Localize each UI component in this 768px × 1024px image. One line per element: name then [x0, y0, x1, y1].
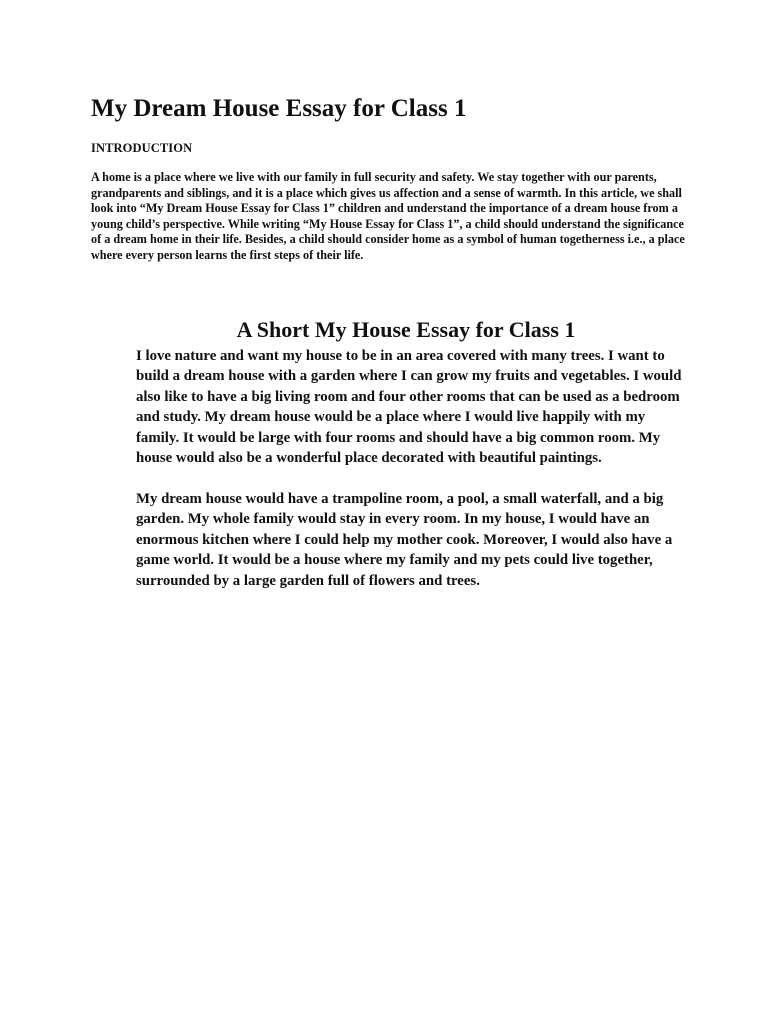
- essay-paragraph-2: My dream house would have a trampoline room, a pool, a small waterfall, and a big garden. My whole family would stay in every room. In my house, I would have an enormous kitchen where I could help my mother cook. Moreover, I would also have a game world. It would be a house where my family and my pets could live together, surrounded by a large garden full of flowers and trees.: [136, 491, 673, 589]
- essay-paragraph-1: I love nature and want my house to be in an area covered with many trees. I want to build a dream house with a garden where I can grow my fruits and vegetables. I would also like to have a big living room and four other rooms that can be used as a bedroom and study. My dream house would be a place where I would live happily with my family. It would be large with four rooms and should have a big common room. My house would also be a wonderful place decorated with beautiful paintings.: [136, 348, 682, 467]
- short-essay-heading: A Short My House Essay for Class 1: [236, 317, 576, 342]
- introduction-paragraph: A home is a place where we live with our family in full security and safety. We stay together with our parents, grandparents and siblings, and it is a place which gives us affection and a sense of warmth. In this article, we shall look into “My Dream House Essay for Class 1” children and understand the importance of a dream house from a young child’s perspective. While writing “My House Essay for Class 1”, a child should understand the significance of a dream home in their life. Besides, a child should consider home as a symbol of human togetherness i.e., a place where every person learns the first steps of their life.: [91, 170, 685, 262]
- document-title: My Dream House Essay for Class 1: [91, 95, 467, 122]
- introduction-heading: INTRODUCTION: [91, 141, 193, 155]
